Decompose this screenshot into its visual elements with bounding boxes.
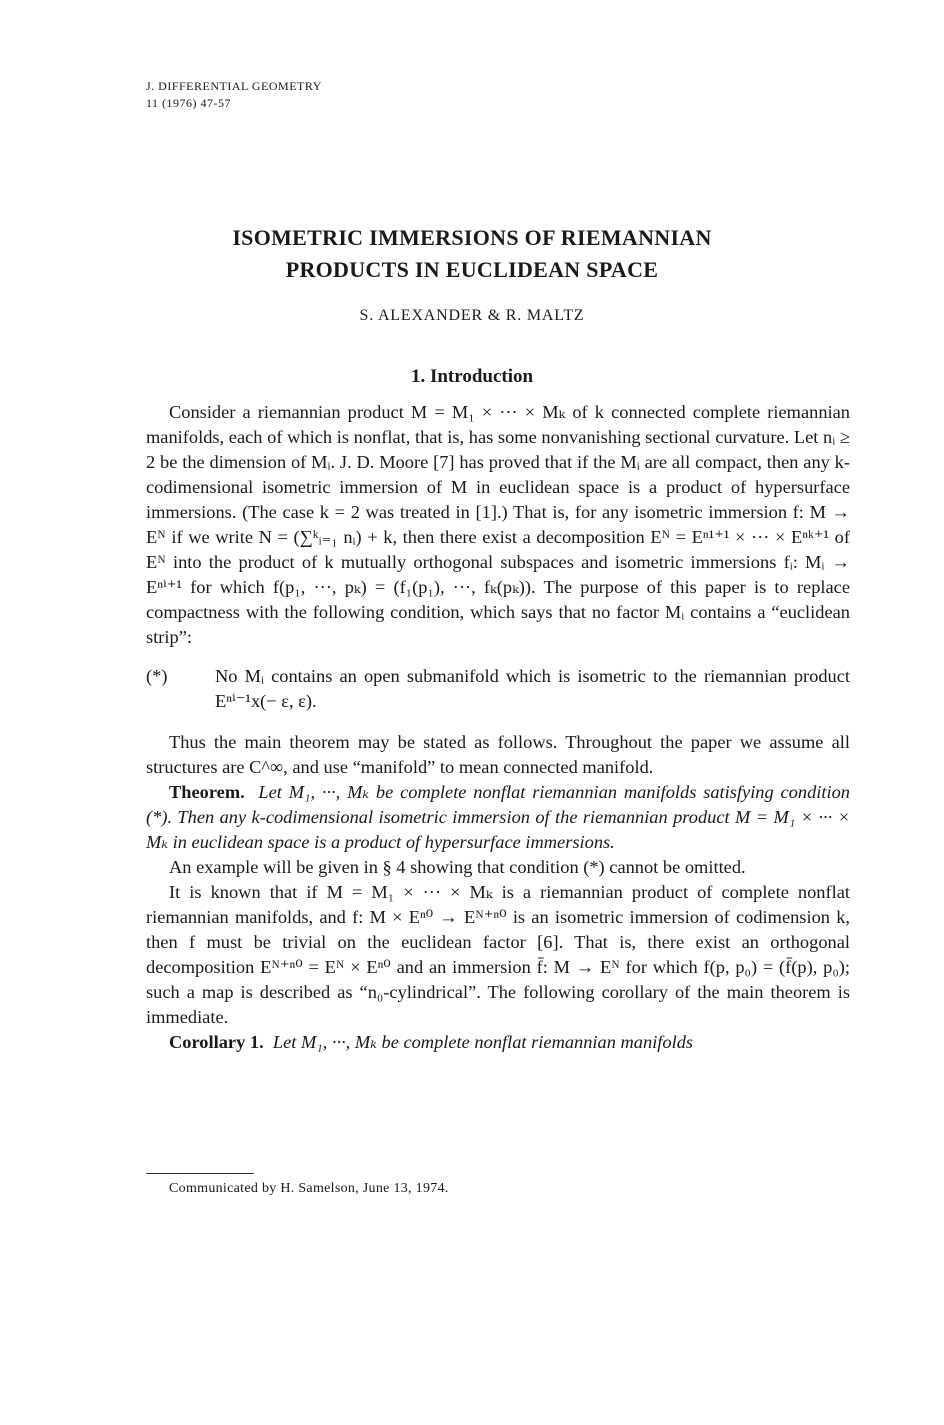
title-line-1: ISOMETRIC IMMERSIONS OF RIEMANNIAN <box>232 225 712 250</box>
condition-text: No Mᵢ contains an open submanifold which is isometric to the riemannian product Eⁿⁱ⁻¹x(− ε, ε). <box>215 666 850 711</box>
journal-header <box>146 78 322 112</box>
paper-title <box>0 222 944 286</box>
theorem-label: Theorem. <box>169 782 245 802</box>
corollary-text: Let M₁, ···, Mₖ be complete nonflat riemannian manifolds <box>272 1032 694 1052</box>
paragraph: It is known that if M = M₁ × ··· × Mₖ is a riemannian product of complete nonflat riemannian manifolds, and f: M × Eⁿ⁰ → Eᴺ⁺ⁿ⁰ is an isometric immersion of codimension k, then f must be trivial on the euclidean factor [6]. That is, there exist an orthogonal decomposition Eᴺ⁺ⁿ⁰ = Eᴺ × Eⁿ⁰ and an immersion f̄: M → Eᴺ for which f(p, p₀) = (f̄(p), p₀); such a map is described as “n₀-cylindrical”. The following corollary of the main theorem is immediate. <box>146 882 850 1027</box>
paragraph: Thus the main theorem may be stated as follows. Throughout the paper we assume all structures are C^∞, and use “manifold” to mean connected manifold. <box>146 732 850 777</box>
paragraph: Consider a riemannian product M = M₁ × ··· × Mₖ of k connected complete riemannian manifolds, each of which is nonflat, that is, has some nonvanishing sectional curvature. Let nᵢ ≥ 2 be the dimension of Mᵢ. J. D. Moore [7] has proved that if the Mᵢ are all compact, then any k-codimensional isometric immersion of M in euclidean space is a product of hypersurface immersions. (The case k = 2 was treated in [1].) That is, for any isometric immersion f: M → Eᴺ if we write N = (∑ᵏᵢ₌₁ nᵢ) + k, then there exist a decomposition Eᴺ = Eⁿ¹⁺¹ × ··· × Eⁿᵏ⁺¹ of Eᴺ into the product of k mutually orthogonal subspaces and isometric immersions fᵢ: Mᵢ → Eⁿⁱ⁺¹ for which f(p₁, ···, pₖ) = (f₁(p₁), ···, fₖ(pₖ)). The purpose of this paper is to replace compactness with the following condition, which says that no factor Mᵢ contains a “euclidean strip”: <box>146 402 850 647</box>
title-line-2: PRODUCTS IN EUCLIDEAN SPACE <box>285 257 659 282</box>
body-text <box>146 400 850 1055</box>
footnote-rule <box>146 1173 254 1174</box>
condition-star <box>146 664 850 714</box>
authors: S. ALEXANDER & R. MALTZ <box>359 307 585 324</box>
theorem <box>146 780 850 855</box>
condition-label: (*) <box>146 666 168 686</box>
footnote: Communicated by H. Samelson, June 13, 1974. <box>169 1181 449 1196</box>
corollary-label: Corollary 1. <box>169 1032 264 1052</box>
journal-volume: 11 (1976) 47-57 <box>146 96 232 110</box>
section-heading: 1. Introduction <box>410 366 534 387</box>
journal-name: J. DIFFERENTIAL GEOMETRY <box>146 79 322 93</box>
theorem-text: Let M₁, ···, Mₖ be complete nonflat riemannian manifolds satisfying condition (*). Then any k-codimensional isometric immersion of the riemannian product M = M₁ × ··· × Mₖ in euclidean space is a product of hypersurface immersions. <box>146 782 850 852</box>
corollary <box>146 1030 850 1055</box>
paragraph: An example will be given in § 4 showing that condition (*) cannot be omitted. <box>169 857 746 877</box>
